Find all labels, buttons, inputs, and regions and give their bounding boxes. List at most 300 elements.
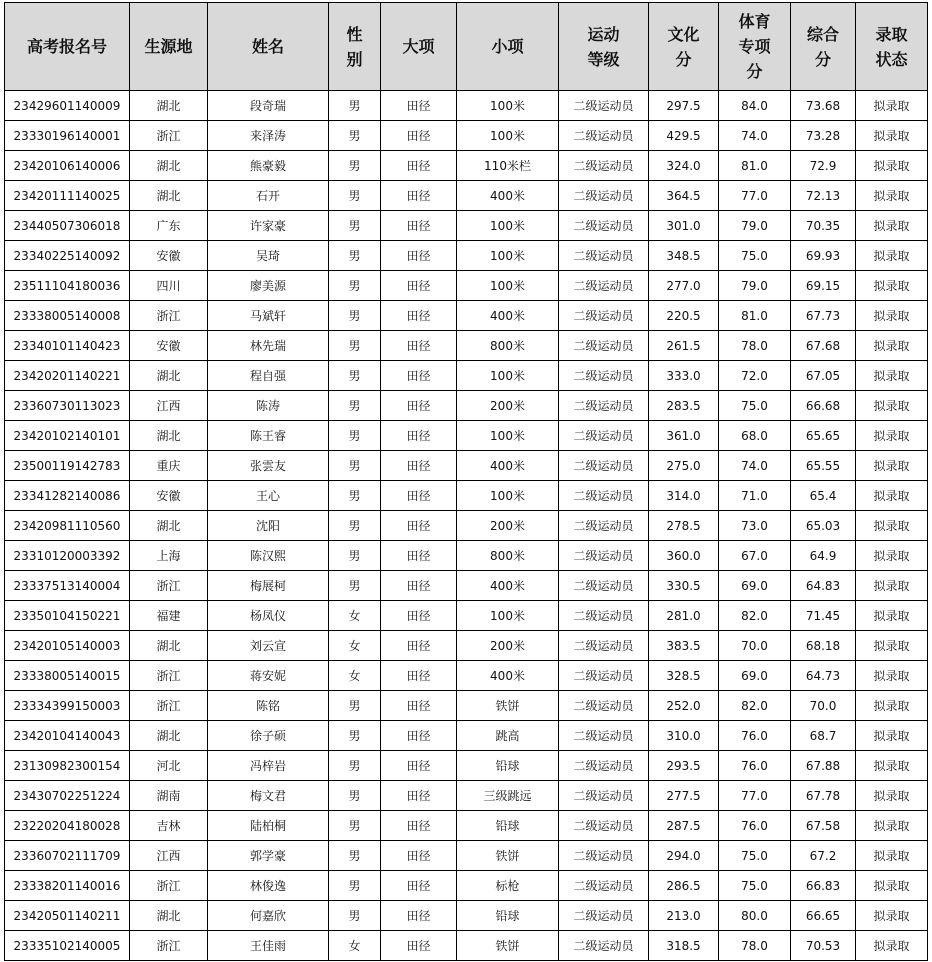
cell-composite-score: 68.18: [791, 631, 856, 661]
cell-origin: 浙江: [130, 571, 208, 601]
table-row: [5, 721, 928, 751]
cell-admission-status: 拟录取: [856, 811, 928, 841]
cell-admission-status: 拟录取: [856, 211, 928, 241]
cell-sports-score: 75.0: [719, 241, 791, 271]
cell-registration-number: 23420501140211: [5, 901, 130, 931]
cell-athlete-level: 二级运动员: [559, 241, 649, 271]
cell-event-category: 田径: [381, 631, 457, 661]
cell-registration-number: 23511104180036: [5, 271, 130, 301]
cell-name: 冯梓岩: [208, 751, 329, 781]
cell-academic-score: 297.5: [649, 91, 719, 121]
cell-event: 铅球: [457, 901, 559, 931]
cell-composite-score: 64.83: [791, 571, 856, 601]
cell-athlete-level: 二级运动员: [559, 631, 649, 661]
cell-event-category: 田径: [381, 301, 457, 331]
cell-athlete-level: 二级运动员: [559, 451, 649, 481]
header-label: 别: [346, 49, 363, 69]
cell-event-category: 田径: [381, 271, 457, 301]
cell-academic-score: 429.5: [649, 121, 719, 151]
cell-admission-status: 拟录取: [856, 121, 928, 151]
cell-admission-status: 拟录取: [856, 931, 928, 961]
cell-gender: 女: [329, 931, 381, 961]
table-row: [5, 271, 928, 301]
cell-registration-number: 23350104150221: [5, 601, 130, 631]
cell-athlete-level: 二级运动员: [559, 601, 649, 631]
cell-origin: 吉林: [130, 811, 208, 841]
cell-name: 熊豪毅: [208, 151, 329, 181]
cell-event-category: 田径: [381, 661, 457, 691]
cell-name: 何嘉欣: [208, 901, 329, 931]
cell-name: 张雲友: [208, 451, 329, 481]
cell-name: 梅文君: [208, 781, 329, 811]
cell-gender: 女: [329, 601, 381, 631]
cell-origin: 浙江: [130, 121, 208, 151]
cell-origin: 浙江: [130, 871, 208, 901]
table-row: [5, 151, 928, 181]
cell-admission-status: 拟录取: [856, 451, 928, 481]
cell-event: 100米: [457, 271, 559, 301]
table-row: [5, 451, 928, 481]
cell-event-category: 田径: [381, 151, 457, 181]
cell-academic-score: 324.0: [649, 151, 719, 181]
cell-sports-score: 82.0: [719, 601, 791, 631]
table-row: [5, 601, 928, 631]
header-athlete-level: [559, 3, 649, 91]
cell-registration-number: 23338005140015: [5, 661, 130, 691]
cell-composite-score: 66.68: [791, 391, 856, 421]
cell-origin: 湖北: [130, 721, 208, 751]
cell-gender: 男: [329, 871, 381, 901]
cell-academic-score: 275.0: [649, 451, 719, 481]
cell-event-category: 田径: [381, 841, 457, 871]
cell-gender: 男: [329, 211, 381, 241]
cell-gender: 男: [329, 121, 381, 151]
cell-name: 杨凤仪: [208, 601, 329, 631]
cell-origin: 湖北: [130, 151, 208, 181]
cell-composite-score: 67.88: [791, 751, 856, 781]
cell-event-category: 田径: [381, 451, 457, 481]
cell-sports-score: 79.0: [719, 271, 791, 301]
header-label: 体育: [738, 12, 771, 31]
cell-sports-score: 69.0: [719, 571, 791, 601]
cell-origin: 湖北: [130, 361, 208, 391]
table-row: [5, 301, 928, 331]
cell-academic-score: 277.5: [649, 781, 719, 811]
cell-gender: 男: [329, 241, 381, 271]
header-registration-number: [5, 3, 130, 91]
cell-athlete-level: 二级运动员: [559, 211, 649, 241]
cell-academic-score: 287.5: [649, 811, 719, 841]
header-label: 小项: [491, 37, 524, 56]
cell-name: 陈铭: [208, 691, 329, 721]
cell-athlete-level: 二级运动员: [559, 421, 649, 451]
cell-academic-score: 330.5: [649, 571, 719, 601]
cell-event-category: 田径: [381, 751, 457, 781]
cell-name: 沈阳: [208, 511, 329, 541]
cell-origin: 上海: [130, 541, 208, 571]
cell-name: 林俊逸: [208, 871, 329, 901]
cell-composite-score: 73.28: [791, 121, 856, 151]
cell-sports-score: 78.0: [719, 331, 791, 361]
cell-registration-number: 23500119142783: [5, 451, 130, 481]
cell-admission-status: 拟录取: [856, 361, 928, 391]
cell-composite-score: 67.73: [791, 301, 856, 331]
cell-athlete-level: 二级运动员: [559, 931, 649, 961]
cell-event-category: 田径: [381, 871, 457, 901]
header-label: 文化: [667, 24, 700, 44]
cell-composite-score: 67.2: [791, 841, 856, 871]
cell-event: 400米: [457, 571, 559, 601]
cell-event-category: 田径: [381, 931, 457, 961]
cell-athlete-level: 二级运动员: [559, 91, 649, 121]
cell-composite-score: 70.0: [791, 691, 856, 721]
cell-composite-score: 72.9: [791, 151, 856, 181]
cell-academic-score: 333.0: [649, 361, 719, 391]
cell-sports-score: 74.0: [719, 451, 791, 481]
cell-name: 段奇瑞: [208, 91, 329, 121]
cell-event: 200米: [457, 631, 559, 661]
cell-name: 王佳雨: [208, 931, 329, 961]
cell-admission-status: 拟录取: [856, 841, 928, 871]
cell-athlete-level: 二级运动员: [559, 691, 649, 721]
cell-composite-score: 73.68: [791, 91, 856, 121]
cell-name: 林先瑞: [208, 331, 329, 361]
table-row: [5, 91, 928, 121]
cell-admission-status: 拟录取: [856, 691, 928, 721]
cell-composite-score: 65.55: [791, 451, 856, 481]
table-row: [5, 871, 928, 901]
cell-registration-number: 23310120003392: [5, 541, 130, 571]
cell-academic-score: 283.5: [649, 391, 719, 421]
cell-sports-score: 75.0: [719, 871, 791, 901]
cell-event-category: 田径: [381, 421, 457, 451]
header-label: 分: [675, 49, 692, 69]
cell-sports-score: 75.0: [719, 391, 791, 421]
cell-sports-score: 84.0: [719, 91, 791, 121]
cell-event-category: 田径: [381, 481, 457, 511]
cell-composite-score: 66.83: [791, 871, 856, 901]
cell-registration-number: 23338005140008: [5, 301, 130, 331]
header-label: 状态: [875, 49, 908, 69]
cell-name: 来泽涛: [208, 121, 329, 151]
table-row: [5, 361, 928, 391]
cell-event: 400米: [457, 301, 559, 331]
table-row: [5, 631, 928, 661]
cell-origin: 湖北: [130, 91, 208, 121]
cell-sports-score: 77.0: [719, 781, 791, 811]
cell-event: 铅球: [457, 811, 559, 841]
cell-admission-status: 拟录取: [856, 181, 928, 211]
cell-gender: 男: [329, 571, 381, 601]
cell-gender: 男: [329, 181, 381, 211]
cell-athlete-level: 二级运动员: [559, 781, 649, 811]
cell-composite-score: 70.53: [791, 931, 856, 961]
cell-academic-score: 252.0: [649, 691, 719, 721]
cell-athlete-level: 二级运动员: [559, 391, 649, 421]
cell-event-category: 田径: [381, 541, 457, 571]
cell-origin: 湖北: [130, 631, 208, 661]
cell-gender: 男: [329, 271, 381, 301]
cell-sports-score: 76.0: [719, 811, 791, 841]
cell-registration-number: 23420111140025: [5, 181, 130, 211]
cell-sports-score: 76.0: [719, 721, 791, 751]
cell-registration-number: 23334399150003: [5, 691, 130, 721]
cell-athlete-level: 二级运动员: [559, 571, 649, 601]
cell-admission-status: 拟录取: [856, 601, 928, 631]
cell-registration-number: 23330196140001: [5, 121, 130, 151]
cell-event-category: 田径: [381, 181, 457, 211]
cell-academic-score: 220.5: [649, 301, 719, 331]
cell-origin: 湖北: [130, 511, 208, 541]
cell-sports-score: 82.0: [719, 691, 791, 721]
cell-composite-score: 65.65: [791, 421, 856, 451]
cell-composite-score: 67.05: [791, 361, 856, 391]
cell-origin: 湖北: [130, 181, 208, 211]
cell-sports-score: 68.0: [719, 421, 791, 451]
cell-academic-score: 364.5: [649, 181, 719, 211]
table-row: [5, 121, 928, 151]
header-composite-score: [791, 3, 856, 91]
table-row: [5, 511, 928, 541]
cell-event-category: 田径: [381, 331, 457, 361]
cell-sports-score: 76.0: [719, 751, 791, 781]
cell-origin: 湖北: [130, 901, 208, 931]
cell-athlete-level: 二级运动员: [559, 181, 649, 211]
cell-gender: 女: [329, 661, 381, 691]
cell-name: 刘云宣: [208, 631, 329, 661]
cell-event: 800米: [457, 331, 559, 361]
cell-gender: 男: [329, 301, 381, 331]
cell-sports-score: 77.0: [719, 181, 791, 211]
cell-admission-status: 拟录取: [856, 91, 928, 121]
cell-name: 陈汉熙: [208, 541, 329, 571]
cell-name: 蒋安妮: [208, 661, 329, 691]
cell-event-category: 田径: [381, 691, 457, 721]
cell-origin: 安徽: [130, 481, 208, 511]
cell-academic-score: 383.5: [649, 631, 719, 661]
cell-athlete-level: 二级运动员: [559, 121, 649, 151]
cell-gender: 男: [329, 691, 381, 721]
cell-academic-score: 361.0: [649, 421, 719, 451]
cell-academic-score: 261.5: [649, 331, 719, 361]
table-row: [5, 691, 928, 721]
cell-registration-number: 23220204180028: [5, 811, 130, 841]
cell-academic-score: 360.0: [649, 541, 719, 571]
cell-origin: 福建: [130, 601, 208, 631]
cell-admission-status: 拟录取: [856, 511, 928, 541]
table-row: [5, 901, 928, 931]
cell-admission-status: 拟录取: [856, 271, 928, 301]
cell-athlete-level: 二级运动员: [559, 361, 649, 391]
cell-event: 400米: [457, 181, 559, 211]
cell-registration-number: 23338201140016: [5, 871, 130, 901]
header-event: [457, 3, 559, 91]
cell-academic-score: 213.0: [649, 901, 719, 931]
header-name: [208, 3, 329, 91]
cell-registration-number: 23420102140101: [5, 421, 130, 451]
cell-name: 吴琦: [208, 241, 329, 271]
cell-origin: 湖北: [130, 421, 208, 451]
cell-origin: 四川: [130, 271, 208, 301]
cell-registration-number: 23430702251224: [5, 781, 130, 811]
cell-origin: 广东: [130, 211, 208, 241]
cell-academic-score: 278.5: [649, 511, 719, 541]
cell-athlete-level: 二级运动员: [559, 331, 649, 361]
cell-athlete-level: 二级运动员: [559, 511, 649, 541]
cell-registration-number: 23420201140221: [5, 361, 130, 391]
cell-name: 梅展柯: [208, 571, 329, 601]
cell-event: 100米: [457, 241, 559, 271]
cell-event: 100米: [457, 211, 559, 241]
cell-sports-score: 81.0: [719, 151, 791, 181]
header-gender: [329, 3, 381, 91]
cell-composite-score: 67.58: [791, 811, 856, 841]
cell-admission-status: 拟录取: [856, 481, 928, 511]
cell-name: 陆柏桐: [208, 811, 329, 841]
cell-origin: 浙江: [130, 661, 208, 691]
header-label: 姓名: [251, 37, 284, 56]
cell-event-category: 田径: [381, 781, 457, 811]
cell-origin: 湖南: [130, 781, 208, 811]
cell-event: 200米: [457, 511, 559, 541]
cell-registration-number: 23340225140092: [5, 241, 130, 271]
cell-event-category: 田径: [381, 91, 457, 121]
cell-name: 程自强: [208, 361, 329, 391]
cell-event: 100米: [457, 481, 559, 511]
cell-name: 陈涛: [208, 391, 329, 421]
cell-composite-score: 66.65: [791, 901, 856, 931]
cell-event: 800米: [457, 541, 559, 571]
cell-event-category: 田径: [381, 511, 457, 541]
header-label: 等级: [587, 49, 620, 69]
cell-registration-number: 23130982300154: [5, 751, 130, 781]
cell-admission-status: 拟录取: [856, 751, 928, 781]
table-row: [5, 481, 928, 511]
cell-event-category: 田径: [381, 391, 457, 421]
cell-origin: 安徽: [130, 241, 208, 271]
table-row: [5, 931, 928, 961]
header-admission-status: [856, 3, 928, 91]
cell-event: 400米: [457, 661, 559, 691]
cell-event: 400米: [457, 451, 559, 481]
cell-name: 郭学豪: [208, 841, 329, 871]
cell-athlete-level: 二级运动员: [559, 301, 649, 331]
cell-registration-number: 23337513140004: [5, 571, 130, 601]
cell-name: 石开: [208, 181, 329, 211]
cell-event-category: 田径: [381, 811, 457, 841]
cell-event: 跳高: [457, 721, 559, 751]
header-label: 生源地: [144, 37, 193, 56]
cell-admission-status: 拟录取: [856, 301, 928, 331]
cell-composite-score: 65.03: [791, 511, 856, 541]
cell-gender: 男: [329, 391, 381, 421]
cell-academic-score: 328.5: [649, 661, 719, 691]
cell-event: 100米: [457, 91, 559, 121]
cell-origin: 安徽: [130, 331, 208, 361]
cell-admission-status: 拟录取: [856, 241, 928, 271]
cell-gender: 男: [329, 841, 381, 871]
table-row: [5, 211, 928, 241]
cell-admission-status: 拟录取: [856, 421, 928, 451]
table-row: [5, 841, 928, 871]
cell-event: 三级跳远: [457, 781, 559, 811]
cell-admission-status: 拟录取: [856, 331, 928, 361]
table-row: [5, 811, 928, 841]
cell-name: 许家豪: [208, 211, 329, 241]
cell-gender: 男: [329, 541, 381, 571]
cell-sports-score: 75.0: [719, 841, 791, 871]
cell-sports-score: 81.0: [719, 301, 791, 331]
cell-athlete-level: 二级运动员: [559, 541, 649, 571]
cell-academic-score: 314.0: [649, 481, 719, 511]
cell-origin: 江西: [130, 391, 208, 421]
cell-event-category: 田径: [381, 121, 457, 151]
cell-gender: 男: [329, 91, 381, 121]
cell-sports-score: 80.0: [719, 901, 791, 931]
cell-composite-score: 68.7: [791, 721, 856, 751]
cell-event: 200米: [457, 391, 559, 421]
cell-event: 100米: [457, 601, 559, 631]
cell-athlete-level: 二级运动员: [559, 841, 649, 871]
cell-event: 110米栏: [457, 151, 559, 181]
cell-academic-score: 348.5: [649, 241, 719, 271]
cell-academic-score: 277.0: [649, 271, 719, 301]
cell-event-category: 田径: [381, 211, 457, 241]
cell-origin: 江西: [130, 841, 208, 871]
cell-sports-score: 67.0: [719, 541, 791, 571]
cell-event: 100米: [457, 421, 559, 451]
cell-admission-status: 拟录取: [856, 151, 928, 181]
cell-admission-status: 拟录取: [856, 901, 928, 931]
cell-composite-score: 67.68: [791, 331, 856, 361]
cell-gender: 男: [329, 361, 381, 391]
header-label: 高考报名号: [26, 37, 107, 56]
cell-academic-score: 310.0: [649, 721, 719, 751]
header-label: 专项: [738, 37, 771, 56]
cell-name: 陈王睿: [208, 421, 329, 451]
cell-registration-number: 23360730113023: [5, 391, 130, 421]
table-row: [5, 241, 928, 271]
cell-admission-status: 拟录取: [856, 721, 928, 751]
header-label: 大项: [402, 37, 435, 56]
cell-origin: 河北: [130, 751, 208, 781]
table-row: [5, 661, 928, 691]
table-row: [5, 181, 928, 211]
cell-admission-status: 拟录取: [856, 871, 928, 901]
cell-academic-score: 281.0: [649, 601, 719, 631]
cell-name: 徐子硕: [208, 721, 329, 751]
admission-table: [4, 2, 928, 961]
cell-athlete-level: 二级运动员: [559, 871, 649, 901]
header-row: [5, 3, 928, 91]
cell-registration-number: 23420981110560: [5, 511, 130, 541]
cell-athlete-level: 二级运动员: [559, 151, 649, 181]
cell-gender: 男: [329, 781, 381, 811]
table-body: [5, 91, 928, 961]
cell-composite-score: 65.4: [791, 481, 856, 511]
cell-sports-score: 79.0: [719, 211, 791, 241]
cell-registration-number: 23360702111709: [5, 841, 130, 871]
cell-gender: 男: [329, 901, 381, 931]
cell-event-category: 田径: [381, 571, 457, 601]
cell-gender: 女: [329, 631, 381, 661]
cell-admission-status: 拟录取: [856, 781, 928, 811]
cell-admission-status: 拟录取: [856, 661, 928, 691]
cell-gender: 男: [329, 511, 381, 541]
cell-registration-number: 23440507306018: [5, 211, 130, 241]
cell-sports-score: 72.0: [719, 361, 791, 391]
cell-origin: 浙江: [130, 691, 208, 721]
